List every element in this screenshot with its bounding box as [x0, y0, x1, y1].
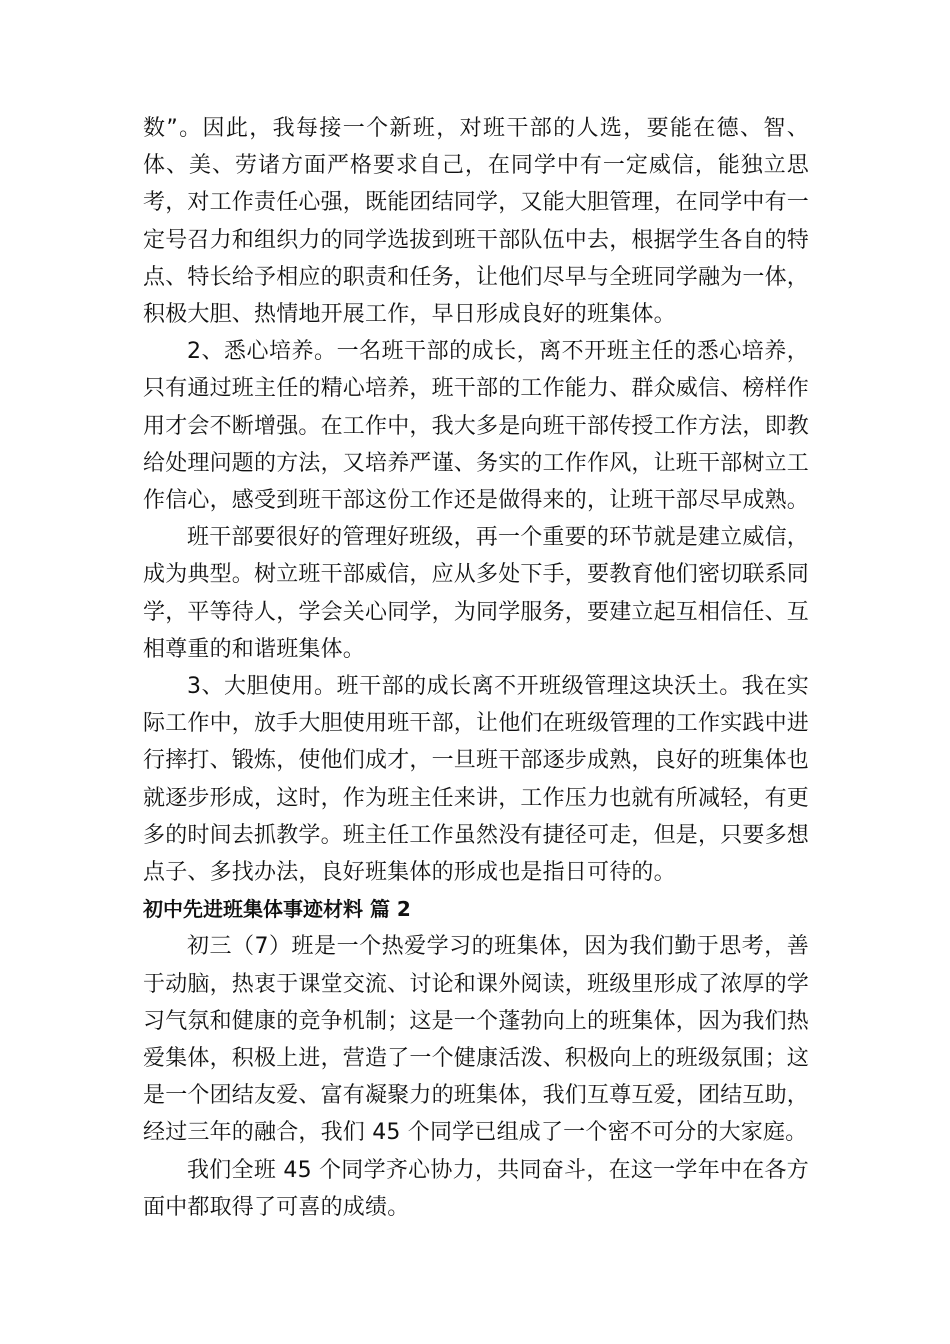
paragraph-careful-training: 2、悉心培养。一名班干部的成长，离不开班主任的悉心培养，只有通过班主任的精心培养，班干部的工作能力、群众威信、榜样作用才会不断增强。在工作中，我大多是向班干部传授工作方法，即教给处理问题的方法，又培养严谨、务实的工作作风，让班干部树立工作信心，感受到班干部这份工作还是做得来的，让班干部尽早成熟。 — [143, 339, 810, 514]
section-heading: 初中先进班集体事迹材料 篇 2 — [143, 897, 411, 922]
paragraph-bold-use: 3、大胆使用。班干部的成长离不开班级管理这块沃土。我在实际工作中，放手大胆使用班干部，让他们在班级管理的工作实践中进行摔打、锻炼，使他们成才，一旦班干部逐步成熟，良好的班集体也就逐步形成，这时，作为班主任来讲，工作压力也就有所减轻，有更多的时间去抓教学。班主任工作虽然没有捷径可走，但是，只要多想点子、多找办法，良好班集体的形成也是指日可待的。 — [143, 674, 810, 886]
document-body — [143, 110, 809, 1226]
paragraph-continuation: 数”。因此，我每接一个新班，对班干部的人选，要能在德、智、体、美、劳诸方面严格要求自己，在同学中有一定威信，能独立思考，对工作责任心强，既能团结同学，又能大胆管理，在同学中有一定号召力和组织力的同学选拔到班干部队伍中去，根据学生各自的特点、特长给予相应的职责和任务，让他们尽早与全班同学融为一体，积极大胆、热情地开展工作，早日形成良好的班集体。 — [143, 116, 810, 328]
paragraph-build-prestige: 班干部要很好的管理好班级，再一个重要的环节就是建立威信，成为典型。树立班干部威信，应从多处下手，要教育他们密切联系同学，平等待人，学会关心同学，为同学服务，要建立起互相信任、互相尊重的和谐班集体。 — [143, 525, 810, 662]
paragraph-class-intro: 初三（7）班是一个热爱学习的班集体，因为我们勤于思考，善于动脑，热衷于课堂交流、讨论和课外阅读，班级里形成了浓厚的学习气氛和健康的竞争机制；这是一个蓬勃向上的班集体，因为我们热爱集体，积极上进，营造了一个健康活泼、积极向上的班级氛围；这是一个团结友爱、富有凝聚力的班集体，我们互尊互爱，团结互助，经过三年的融合，我们 45 个同学已组成了一个密不可分的大家庭。 — [143, 934, 810, 1146]
paragraph-class-achievements: 我们全班 45 个同学齐心协力，共同奋斗，在这一学年中在各方面中都取得了可喜的成绩。 — [143, 1157, 809, 1220]
